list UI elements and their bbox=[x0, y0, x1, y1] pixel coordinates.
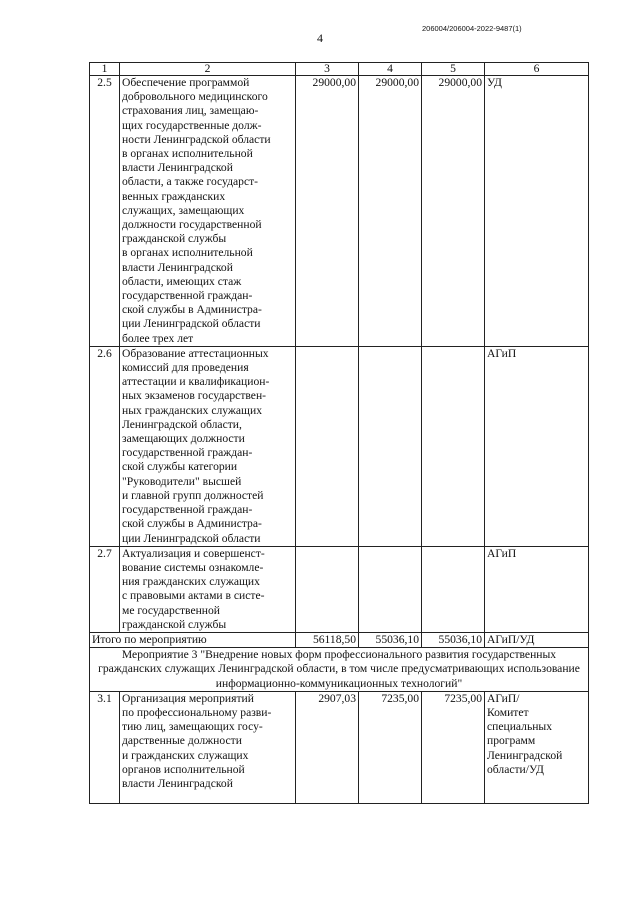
total-col3: 56118,50 bbox=[296, 632, 359, 647]
total-col5: 55036,10 bbox=[422, 632, 485, 647]
value-col5 bbox=[422, 346, 485, 546]
description-line: должности государственной bbox=[122, 218, 262, 232]
section-title: Мероприятие 3 "Внедрение новых форм профессионального развития государственных гражданских служащих Ленинградской области, в том числе предусматривающих использование информационно-коммуникационных технологий" bbox=[90, 648, 589, 692]
item-number: 2.6 bbox=[90, 346, 120, 546]
value-col4: 29000,00 bbox=[359, 76, 422, 347]
description-line: государственной граждан- bbox=[122, 446, 253, 460]
description-line: страхования лиц, замещаю- bbox=[122, 104, 259, 118]
column-header: 6 bbox=[485, 63, 589, 76]
value-col4 bbox=[359, 346, 422, 546]
description-line: Образование аттестационных bbox=[122, 346, 269, 360]
responsible bbox=[485, 691, 589, 803]
value-col3 bbox=[296, 546, 359, 632]
item-description bbox=[120, 546, 296, 632]
description-line: аттестации и квалификацион- bbox=[122, 375, 270, 389]
page-number: 4 bbox=[317, 31, 323, 45]
total-row bbox=[90, 632, 589, 647]
value-col4: 7235,00 bbox=[359, 691, 422, 803]
column-header: 3 bbox=[296, 63, 359, 76]
description-line: "Руководители" высшей bbox=[122, 474, 242, 488]
responsible-line: УД bbox=[487, 76, 502, 89]
description-line: в органах исполнительной bbox=[122, 246, 253, 260]
responsible-line: Ленинградской bbox=[487, 748, 563, 762]
description-line: власти Ленинградской bbox=[122, 776, 233, 790]
description-line: с правовыми актами в систе- bbox=[122, 589, 265, 603]
value-col3: 29000,00 bbox=[296, 76, 359, 347]
description-line: государственной граждан- bbox=[122, 503, 253, 517]
total-col4: 55036,10 bbox=[359, 632, 422, 647]
description-line: дарственные должности bbox=[122, 734, 242, 748]
description-line: ния гражданских служащих bbox=[122, 575, 260, 589]
description-line: Ленинградской области, bbox=[122, 417, 242, 431]
description-line: венных гражданских bbox=[122, 189, 226, 203]
value-col4 bbox=[359, 546, 422, 632]
description-line: ции Ленинградской области bbox=[122, 317, 261, 331]
description-line: добровольного медицинского bbox=[122, 90, 268, 104]
description-line: области, а также государст- bbox=[122, 175, 259, 189]
responsible-line: Комитет bbox=[487, 705, 529, 719]
description-line: государственной граждан- bbox=[122, 289, 253, 303]
value-col5: 29000,00 bbox=[422, 76, 485, 347]
item-number: 2.5 bbox=[90, 76, 120, 347]
description-line: по профессиональному разви- bbox=[122, 705, 272, 719]
description-line: области, имеющих стаж bbox=[122, 274, 242, 288]
item-number: 2.7 bbox=[90, 546, 120, 632]
table-row bbox=[90, 76, 589, 347]
responsible-line: АГиП/ bbox=[487, 691, 520, 705]
responsible-line: АГиП bbox=[487, 546, 517, 560]
responsible-line: АГиП bbox=[487, 346, 517, 360]
description-line: вование системы ознакомле- bbox=[122, 560, 264, 574]
table-row bbox=[90, 546, 589, 632]
value-col5: 7235,00 bbox=[422, 691, 485, 803]
responsible bbox=[485, 346, 589, 546]
section-row bbox=[90, 648, 589, 692]
description-line: ской службы категории bbox=[122, 460, 238, 474]
description-line: гражданской службы bbox=[122, 232, 227, 246]
description-line: и гражданских служащих bbox=[122, 748, 249, 762]
responsible bbox=[485, 546, 589, 632]
description-line: замещающих должности bbox=[122, 432, 245, 446]
description-line: тию лиц, замещающих госу- bbox=[122, 720, 263, 734]
column-header: 2 bbox=[120, 63, 296, 76]
program-table bbox=[89, 62, 589, 804]
description-line: ции Ленинградской области bbox=[122, 531, 261, 545]
description-line: Обеспечение программой bbox=[122, 76, 250, 89]
item-number: 3.1 bbox=[90, 691, 120, 803]
total-responsible: АГиП/УД bbox=[485, 632, 589, 647]
description-line: Актуализация и совершенст- bbox=[122, 546, 265, 560]
description-line: более трех лет bbox=[122, 331, 194, 345]
description-line: ных экзаменов государствен- bbox=[122, 389, 267, 403]
responsible-line: специальных bbox=[487, 720, 553, 734]
description-line: власти Ленинградской bbox=[122, 260, 233, 274]
column-header: 1 bbox=[90, 63, 120, 76]
table-row bbox=[90, 346, 589, 546]
description-line: ности Ленинградской области bbox=[122, 132, 271, 146]
description-line: органов исполнительной bbox=[122, 762, 245, 776]
description-line: щих государственные долж- bbox=[122, 118, 262, 132]
column-header: 5 bbox=[422, 63, 485, 76]
document-id: 206004/206004-2022-9487(1) bbox=[422, 24, 522, 33]
description-line: гражданской службы bbox=[122, 617, 227, 631]
description-line: в органах исполнительной bbox=[122, 147, 253, 161]
responsible-line: области/УД bbox=[487, 762, 544, 776]
column-number-row bbox=[90, 63, 589, 76]
description-line: ской службы в Администра- bbox=[122, 517, 262, 531]
value-col3: 2907,03 bbox=[296, 691, 359, 803]
description-line: ных гражданских служащих bbox=[122, 403, 262, 417]
description-line: власти Ленинградской bbox=[122, 161, 233, 175]
description-line: и главной групп должностей bbox=[122, 488, 264, 502]
responsible-line: программ bbox=[487, 734, 536, 748]
item-description bbox=[120, 76, 296, 347]
item-description bbox=[120, 691, 296, 803]
item-description bbox=[120, 346, 296, 546]
description-line: Организация мероприятий bbox=[122, 691, 254, 705]
total-label: Итого по мероприятию bbox=[90, 632, 296, 647]
table-row bbox=[90, 691, 589, 803]
description-line: ме государственной bbox=[122, 603, 221, 617]
description-line: служащих, замещающих bbox=[122, 203, 245, 217]
responsible bbox=[485, 76, 589, 347]
description-line: комиссий для проведения bbox=[122, 361, 249, 375]
description-line: ской службы в Администра- bbox=[122, 303, 262, 317]
column-header: 4 bbox=[359, 63, 422, 76]
value-col3 bbox=[296, 346, 359, 546]
value-col5 bbox=[422, 546, 485, 632]
